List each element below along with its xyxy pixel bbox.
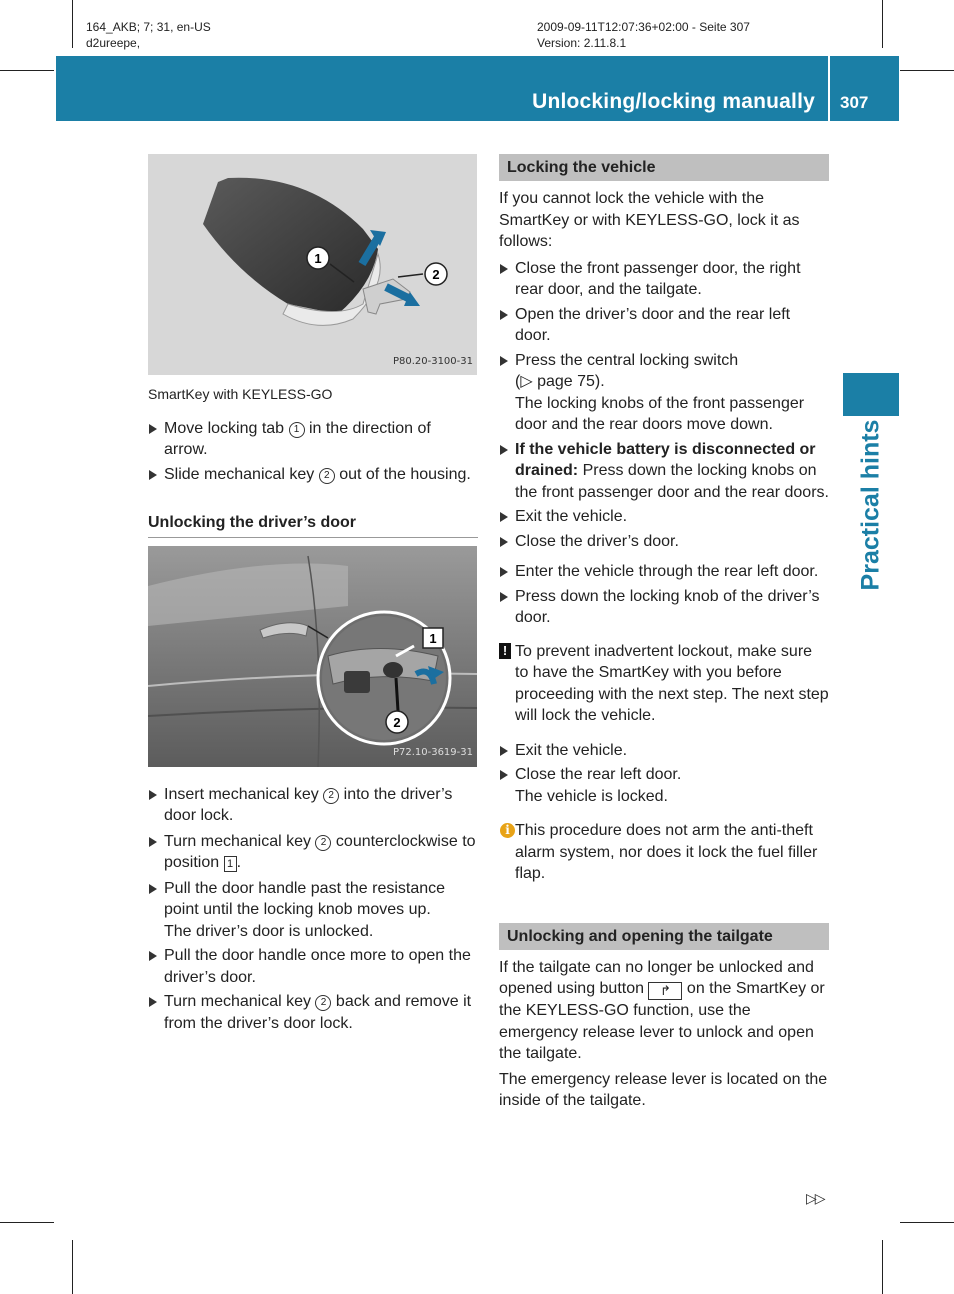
- figure1-caption: SmartKey with KEYLESS-GO: [148, 386, 333, 402]
- crop-mark: [0, 70, 54, 71]
- list-item: Exit the vehicle.: [499, 506, 829, 528]
- smartkey-illustration: [148, 154, 477, 375]
- smartkey-steps: [148, 418, 478, 486]
- figure1-code: P80.20-3100-31: [392, 355, 473, 367]
- page-title: Unlocking/locking manually: [532, 90, 815, 113]
- subheading: Unlocking the driver’s door: [148, 512, 478, 538]
- bullet-arrow-icon: [500, 746, 508, 756]
- info-note: i This procedure does not arm the anti-theft alarm system, nor does it lock the fuel filler flap.: [499, 820, 829, 885]
- position-symbol: 1: [224, 856, 237, 872]
- list-item: Exit the vehicle.: [499, 740, 829, 762]
- bullet-arrow-icon: [149, 997, 157, 1007]
- list-item: Close the rear left door. The vehicle is locked.: [499, 764, 829, 807]
- list-item: Pull the door handle past the resistance point until the locking knob moves up. The driver’s door is unlocked.: [148, 878, 478, 943]
- header-divider: [828, 56, 830, 121]
- list-item: Open the driver’s door and the rear left door.: [499, 304, 829, 347]
- figure2-callout-1: 1: [429, 630, 437, 646]
- list-item: Move locking tab 1 in the direction of arrow.: [148, 418, 478, 461]
- crop-mark: [900, 1222, 954, 1223]
- bullet-arrow-icon: [149, 470, 157, 480]
- list-item: Press the central locking switch (▷ page 75). The locking knobs of the front passenger door and the rear doors move down.: [499, 350, 829, 436]
- bullet-arrow-icon: [149, 884, 157, 894]
- header-bar: [56, 56, 899, 121]
- list-item: Enter the vehicle through the rear left door.: [499, 561, 829, 583]
- info-icon: i: [500, 823, 515, 838]
- callout-symbol: 1: [289, 422, 305, 438]
- callout-symbol: 2: [323, 788, 339, 804]
- tailgate-paragraph-2: The emergency release lever is located on the inside of the tailgate.: [499, 1070, 828, 1109]
- intro-paragraph: If you cannot lock the vehicle with the SmartKey or with KEYLESS-GO, lock it as follows:: [499, 190, 800, 250]
- list-item: Close the front passenger door, the right rear door, and the tailgate.: [499, 258, 829, 301]
- door-figure: [148, 546, 477, 767]
- smartkey-figure: [148, 154, 477, 375]
- bullet-arrow-icon: [500, 445, 508, 455]
- bullet-arrow-icon: [149, 790, 157, 800]
- bullet-arrow-icon: [500, 264, 508, 274]
- bullet-arrow-icon: [149, 424, 157, 434]
- bullet-arrow-icon: [500, 770, 508, 780]
- list-item: Turn mechanical key 2 back and remove it from the driver’s door lock.: [148, 991, 478, 1034]
- bullet-arrow-icon: [149, 837, 157, 847]
- bullet-arrow-icon: [500, 512, 508, 522]
- bullet-arrow-icon: [500, 356, 508, 366]
- callout-symbol: 2: [319, 468, 335, 484]
- side-tab-marker: [843, 373, 899, 416]
- figure1-callout-2: 2: [432, 267, 440, 282]
- bullet-arrow-icon: [500, 537, 508, 547]
- tailgate-paragraph: If the tailgate can no longer be unlocked and opened using button ↱ on the SmartKey or the KEYLESS-GO function, use the emergency release lever to unlock and open the tailgate.: [499, 958, 825, 1062]
- list-item: Press down the locking knob of the driver’s door.: [499, 586, 829, 629]
- list-item: Turn mechanical key 2 counterclockwise to position 1 .: [148, 831, 478, 874]
- right-column: [499, 154, 829, 1112]
- crop-mark: [72, 1240, 73, 1294]
- figure2-code: P72.10-3619-31: [392, 747, 473, 758]
- bullet-arrow-icon: [500, 567, 508, 577]
- crop-mark: [0, 1222, 54, 1223]
- figure1-callout-1: 1: [314, 251, 322, 266]
- print-meta-left: 164_AKB; 7; 31, en-US d2ureepe,: [86, 20, 211, 50]
- list-item: If the vehicle battery is disconnected or drained: Press down the locking knobs on the front passenger door and the rear doors.: [499, 439, 829, 504]
- warning-note: ! To prevent inadvertent lockout, make sure to have the SmartKey with you before proceeding with the next step. The next step will lock the vehicle.: [499, 641, 829, 727]
- crop-mark: [882, 0, 883, 48]
- bullet-arrow-icon: [500, 310, 508, 320]
- continue-marker: ▷▷: [806, 1190, 824, 1206]
- bullet-arrow-icon: [500, 592, 508, 602]
- left-column: [148, 154, 478, 1034]
- tailgate-button-icon: ↱: [648, 982, 682, 1000]
- callout-symbol: 2: [315, 995, 331, 1011]
- list-item: Pull the door handle once more to open the driver’s door.: [148, 945, 478, 988]
- door-illustration: [148, 546, 477, 767]
- locking-steps-final: [499, 740, 829, 808]
- print-meta-right: 2009-09-11T12:07:36+02:00 - Seite 307 Version: 2.11.8.1: [537, 20, 750, 50]
- list-item: Insert mechanical key 2 into the driver’s door lock.: [148, 784, 478, 827]
- warning-icon: !: [499, 643, 511, 659]
- crop-mark: [882, 1240, 883, 1294]
- page-number: 307: [840, 93, 869, 112]
- bullet-arrow-icon: [149, 951, 157, 961]
- section-heading: Unlocking and opening the tailgate: [499, 923, 829, 950]
- list-item: Slide mechanical key 2 out of the housing.: [148, 464, 478, 486]
- door-steps: [148, 784, 478, 1035]
- section-heading: Locking the vehicle: [499, 154, 829, 181]
- crop-mark: [72, 0, 73, 48]
- side-tab-label: Practical hints: [856, 419, 885, 591]
- callout-symbol: 2: [315, 835, 331, 851]
- crop-mark: [900, 70, 954, 71]
- list-item: Close the driver’s door.: [499, 531, 829, 553]
- locking-steps: [499, 258, 829, 629]
- figure2-callout-2: 2: [393, 714, 401, 730]
